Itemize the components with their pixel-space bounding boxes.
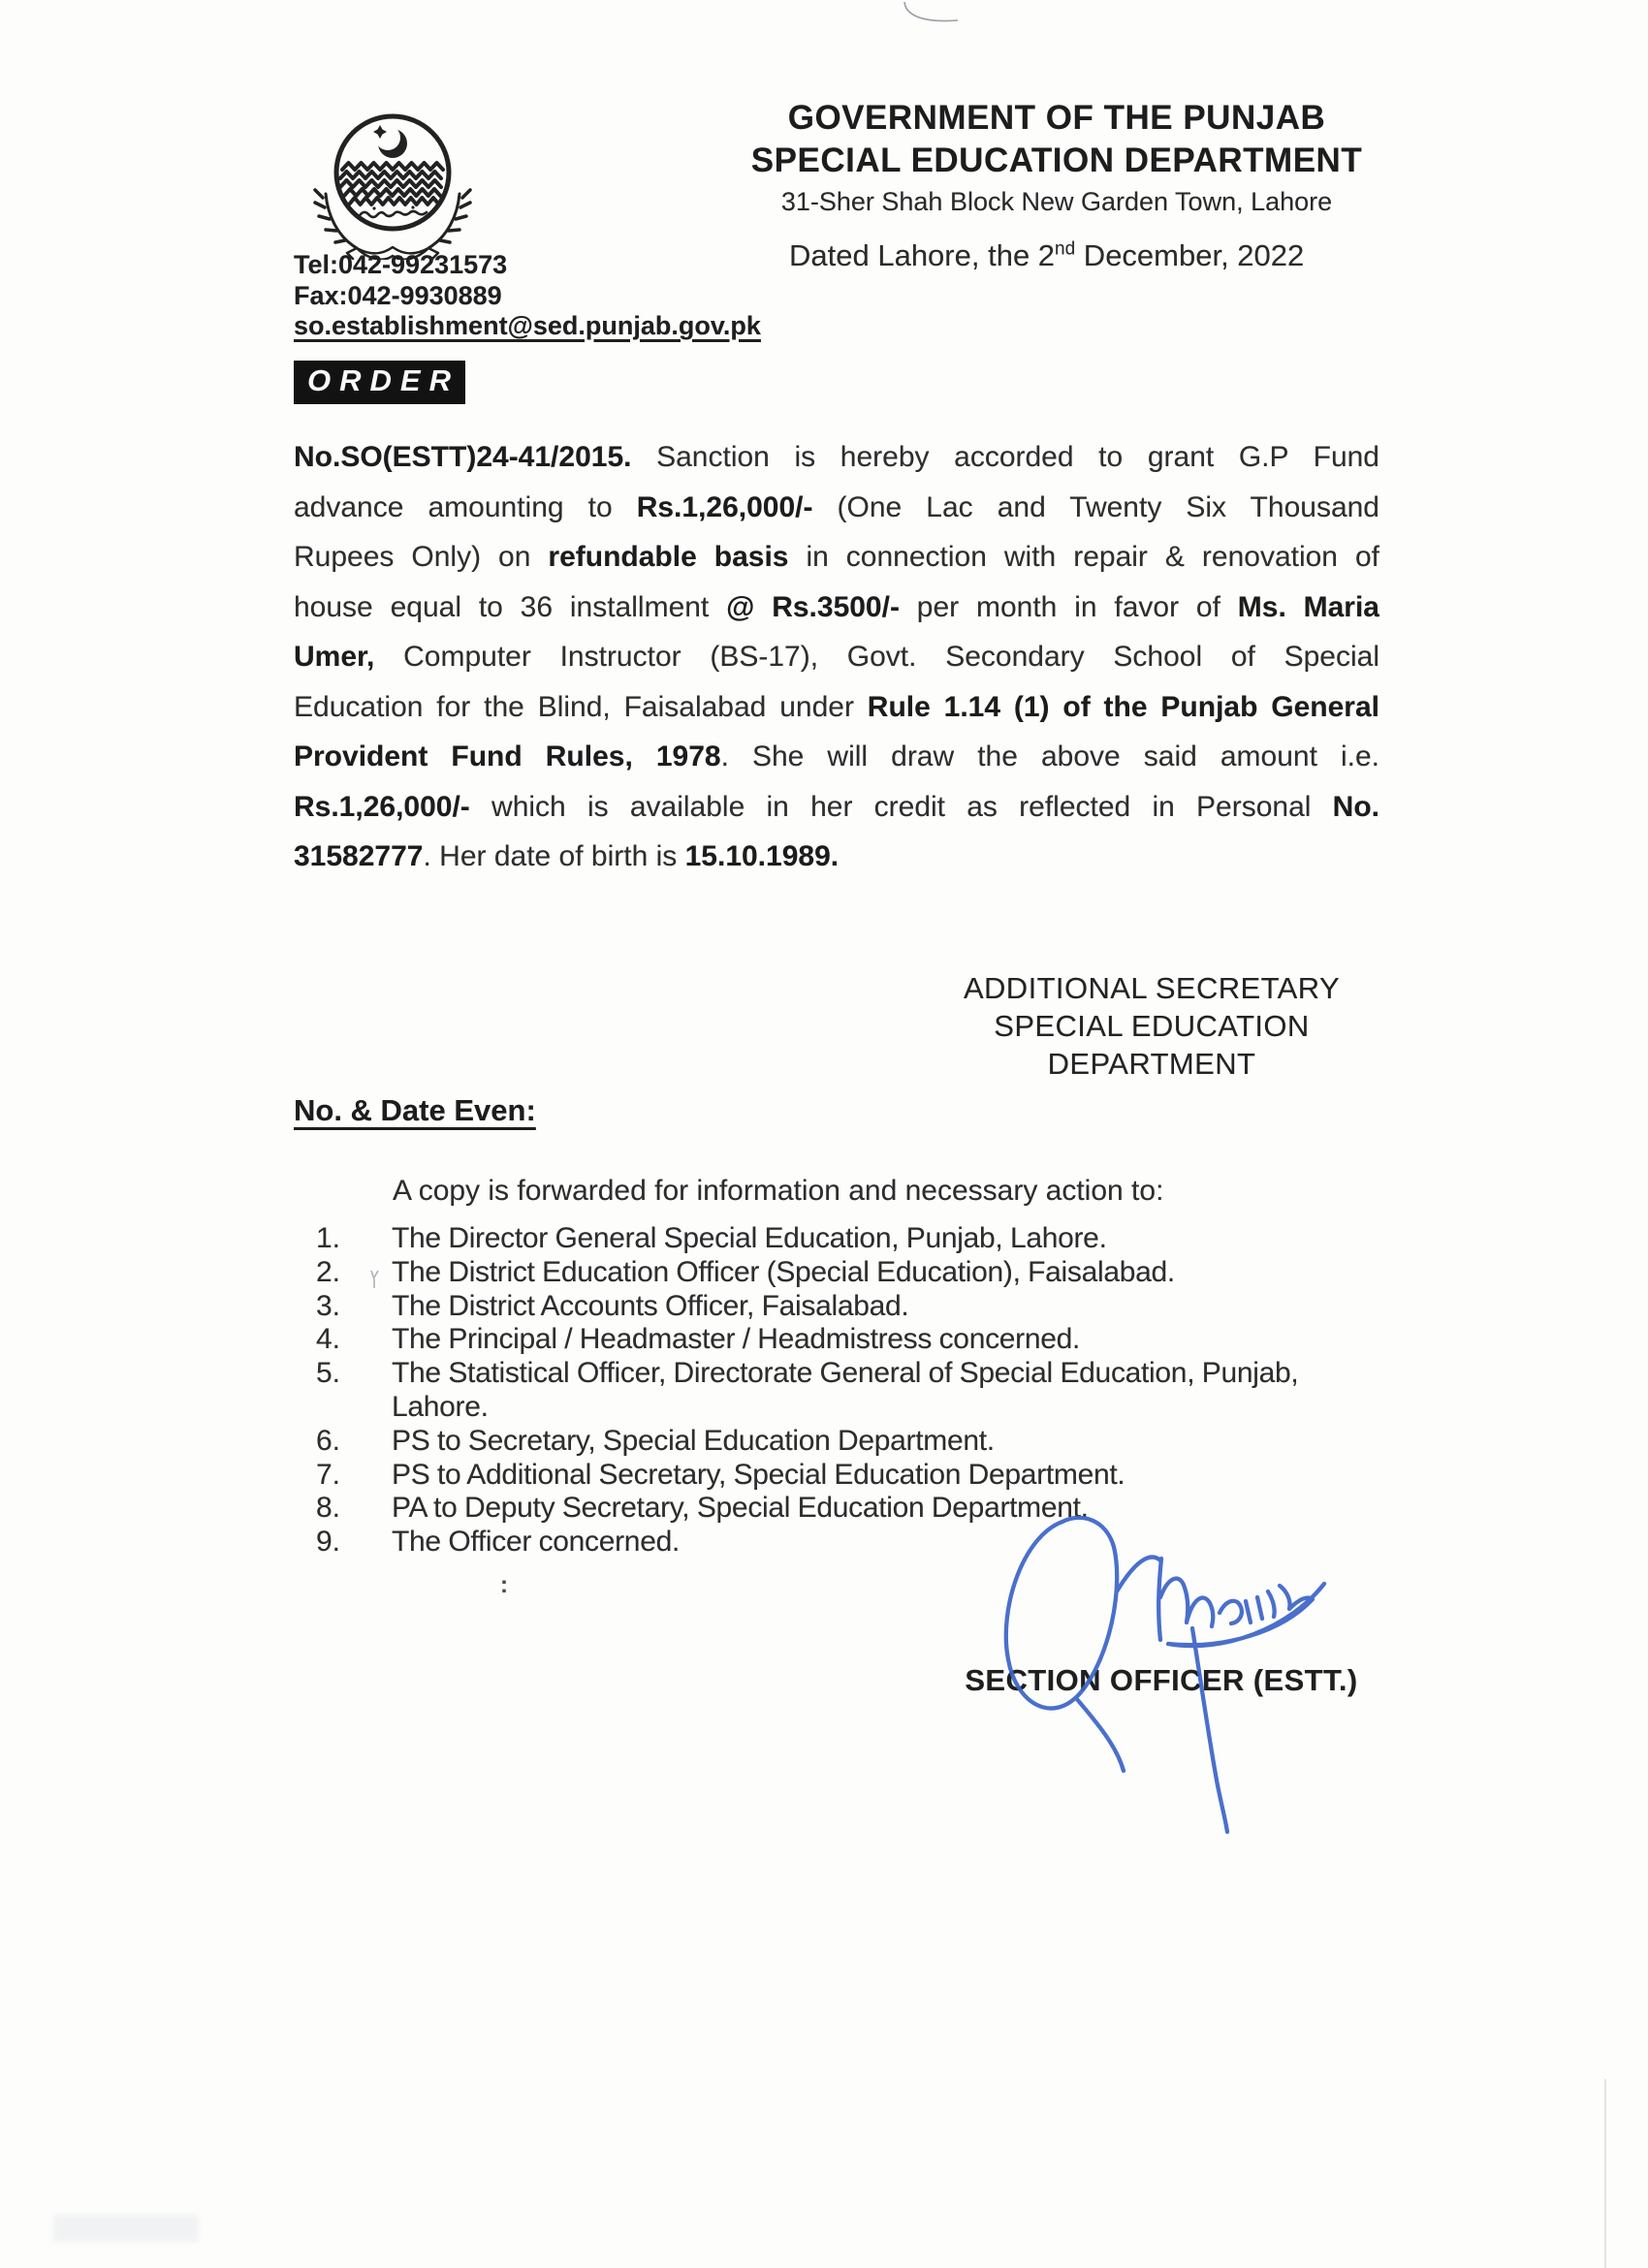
distribution-item-number: 5.: [316, 1357, 341, 1390]
distribution-item-number: 6.: [316, 1424, 341, 1457]
signatory-title-line: SPECIAL EDUCATION: [994, 1009, 1310, 1043]
distribution-item-text: PS to Additional Secretary, Special Education Department.: [392, 1458, 1125, 1491]
distribution-item-text: The Principal / Headmaster / Headmistress concerned.: [392, 1323, 1081, 1356]
distribution-item: [316, 1323, 1387, 1357]
distribution-item-number: 2.: [316, 1255, 341, 1288]
distribution-item: [316, 1459, 1387, 1493]
department-address: 31-Sher Shah Block New Garden Town, Lahore: [780, 187, 1333, 216]
distribution-list: [316, 1222, 1387, 1559]
date-ordinal: nd: [1055, 238, 1076, 260]
order-paragraph-line: Rs.1,26,000/- which is available in her credit as reflected in Personal No.: [294, 790, 1379, 823]
government-title: GOVERNMENT OF THE PUNJAB: [787, 99, 1326, 137]
order-paragraph-line: Rupees Only) on refundable basis in connection with repair & renovation of: [294, 541, 1379, 573]
distribution-item-number: 8.: [316, 1492, 341, 1525]
distribution-item-number: 1.: [316, 1222, 341, 1254]
order-paragraph-line: Umer, Computer Instructor (BS-17), Govt. Secondary School of Special: [294, 641, 1379, 673]
distribution-item: [316, 1290, 1387, 1324]
scan-artifact-edge-line: [1604, 2079, 1606, 2268]
order-paragraph-line: house equal to 36 installment @ Rs.3500/- per month in favor of Ms. Maria: [294, 590, 1379, 623]
distribution-item: [316, 1425, 1387, 1459]
order-paragraph-line: Education for the Blind, Faisalabad under Rule 1.14 (1) of the Punjab General: [294, 690, 1379, 723]
date-line: [789, 238, 1304, 273]
contact-block: [294, 250, 761, 342]
fax-number: Fax:042-9930889: [294, 280, 502, 310]
scan-artifact-colon: :: [500, 1572, 508, 1598]
distribution-item: [316, 1222, 1387, 1256]
order-paragraph-line: No.SO(ESTT)24-41/2015. Sanction is hereby accorded to grant G.P Fund: [294, 441, 1379, 473]
distribution-item-text: The District Accounts Officer, Faisalabad.: [392, 1289, 909, 1322]
distribution-item-text: PS to Secretary, Special Education Department.: [392, 1424, 995, 1457]
email-address: so.establishment@sed.punjab.gov.pk: [294, 311, 761, 340]
letterhead: [717, 97, 1396, 218]
distribution-item-number: 7.: [316, 1458, 341, 1491]
reference-label: No. & Date Even:: [294, 1093, 536, 1127]
date-text-suffix: December, 2022: [1075, 238, 1305, 272]
distribution-item-text: The District Education Officer (Special Education), Faisalabad.: [392, 1255, 1175, 1288]
distribution-item-number: 4.: [316, 1323, 341, 1356]
distribution-item: [316, 1492, 1387, 1526]
signatory-title-line: DEPARTMENT: [1047, 1047, 1256, 1081]
distribution-item: [316, 1256, 1387, 1290]
distribution-item-text: PA to Deputy Secretary, Special Education Department.: [392, 1492, 1089, 1525]
department-title: SPECIAL EDUCATION DEPARTMENT: [750, 142, 1363, 179]
order-heading: ORDER: [294, 361, 465, 404]
order-body-paragraph: [294, 432, 1379, 882]
punjab-government-crest-logo: [297, 110, 487, 260]
distribution-item-number: 9.: [316, 1526, 341, 1559]
distribution-item-text: The Director General Special Education, Punjab, Lahore.: [392, 1222, 1107, 1254]
signatory-block: [909, 969, 1394, 1083]
forwarding-note: A copy is forwarded for information and necessary action to:: [393, 1175, 1164, 1207]
section-officer-title: SECTION OFFICER (ESTT.): [965, 1663, 1358, 1697]
distribution-item-number: 3.: [316, 1289, 341, 1322]
distribution-item: [316, 1357, 1387, 1425]
order-paragraph-line: 31582777. Her date of birth is 15.10.1989.: [294, 840, 840, 872]
order-paragraph-line: advance amounting to Rs.1,26,000/- (One Lac and Twenty Six Thousand: [294, 490, 1379, 523]
date-text: Dated Lahore, the 2: [789, 238, 1056, 272]
scan-artifact-mark: [364, 1268, 384, 1291]
distribution-item-text: The Statistical Officer, Directorate General of Special Education, Punjab, Lahore.: [392, 1357, 1299, 1423]
distribution-item: [316, 1526, 1387, 1559]
order-paragraph-line: Provident Fund Rules, 1978. She will draw the above said amount i.e.: [294, 740, 1379, 772]
scan-artifact-top-curve: [872, 0, 1008, 39]
telephone-number: Tel:042-99231573: [294, 250, 508, 279]
signatory-title-line: ADDITIONAL SECRETARY: [963, 971, 1341, 1005]
distribution-item-text: The Officer concerned.: [392, 1526, 680, 1559]
scan-artifact-smudge: [53, 2215, 199, 2242]
